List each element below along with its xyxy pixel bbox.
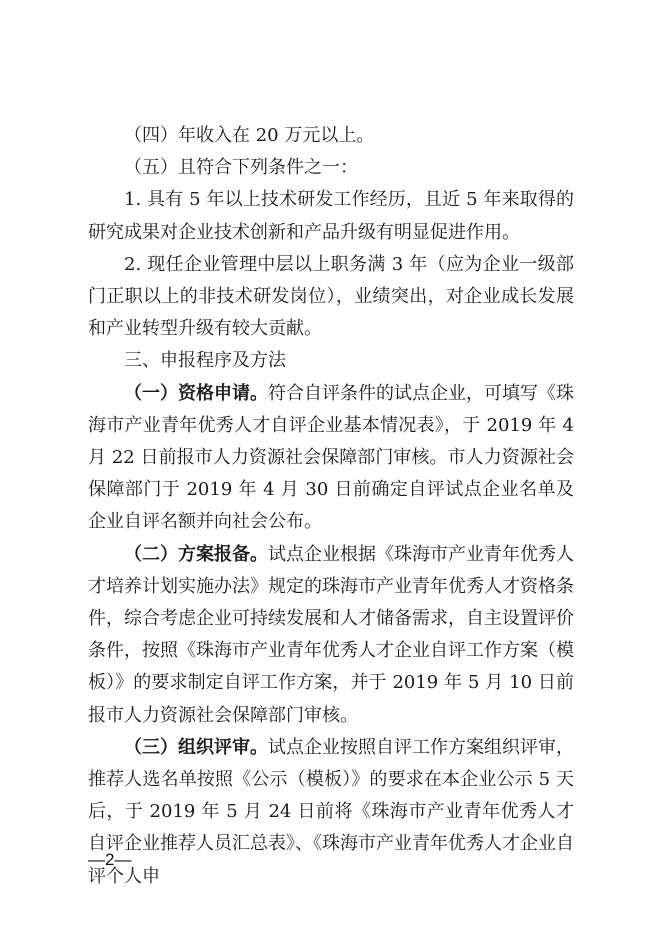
page-number: —2— bbox=[88, 850, 132, 869]
step-text: 试点企业按照自评工作方案组织评审，推荐人选名单按照《公示（模板）》的要求在本企业公示 5 天后，于 2019 年 5 月 24 日前将《珠海市产业青年优秀人才自评企业推荐人员汇总表》、《珠海市产业青年优秀人才企业自评个人申 bbox=[88, 736, 574, 887]
step-plan-filing bbox=[88, 539, 574, 732]
condition-two: 2. 现任企业管理中层以上职务满 3 年（应为企业一级部门正职以上的非技术研发岗位），业绩突出，对企业成长发展和产业转型升级有较大贡献。 bbox=[88, 253, 574, 340]
step-text: 试点企业根据《珠海市产业青年优秀人才培养计划实施办法》规定的珠海市产业青年优秀人才资格条件，综合考虑企业可持续发展和人才储备需求，自主设置评价条件，按照《珠海市产业青年优秀人才企业自评工作方案（模板）》的要求制定自评工作方案，并于 2019 年 5 月 10 日前报市人力资源社会保障部门审核。 bbox=[88, 543, 574, 726]
document-body bbox=[88, 120, 574, 893]
step-organize-review bbox=[88, 732, 574, 893]
condition-one: 1. 具有 5 年以上技术研发工作经历，且近 5 年来取得的研究成果对企业技术创新和产品升级有明显促进作用。 bbox=[88, 189, 574, 243]
section-heading-procedure: 三、申报程序及方法 bbox=[124, 350, 286, 372]
step-heading: （三）组织评审。 bbox=[124, 736, 268, 758]
step-heading: （一）资格申请。 bbox=[124, 382, 268, 404]
step-qualification-application bbox=[88, 378, 574, 539]
item-five: （五）且符合下列条件之一： bbox=[124, 157, 358, 179]
step-heading: （二）方案报备。 bbox=[124, 543, 268, 565]
item-four: （四）年收入在 20 万元以上。 bbox=[124, 125, 375, 146]
step-text: 符合自评条件的试点企业，可填写《珠海市产业青年优秀人才自评企业基本情况表》，于 2019 年 4 月 22 日前报市人力资源社会保障部门审核。市人力资源社会保障部门于 2019 年 4 月 30 日前确定自评试点企业名单及企业自评名额并向社会公布。 bbox=[88, 382, 574, 533]
